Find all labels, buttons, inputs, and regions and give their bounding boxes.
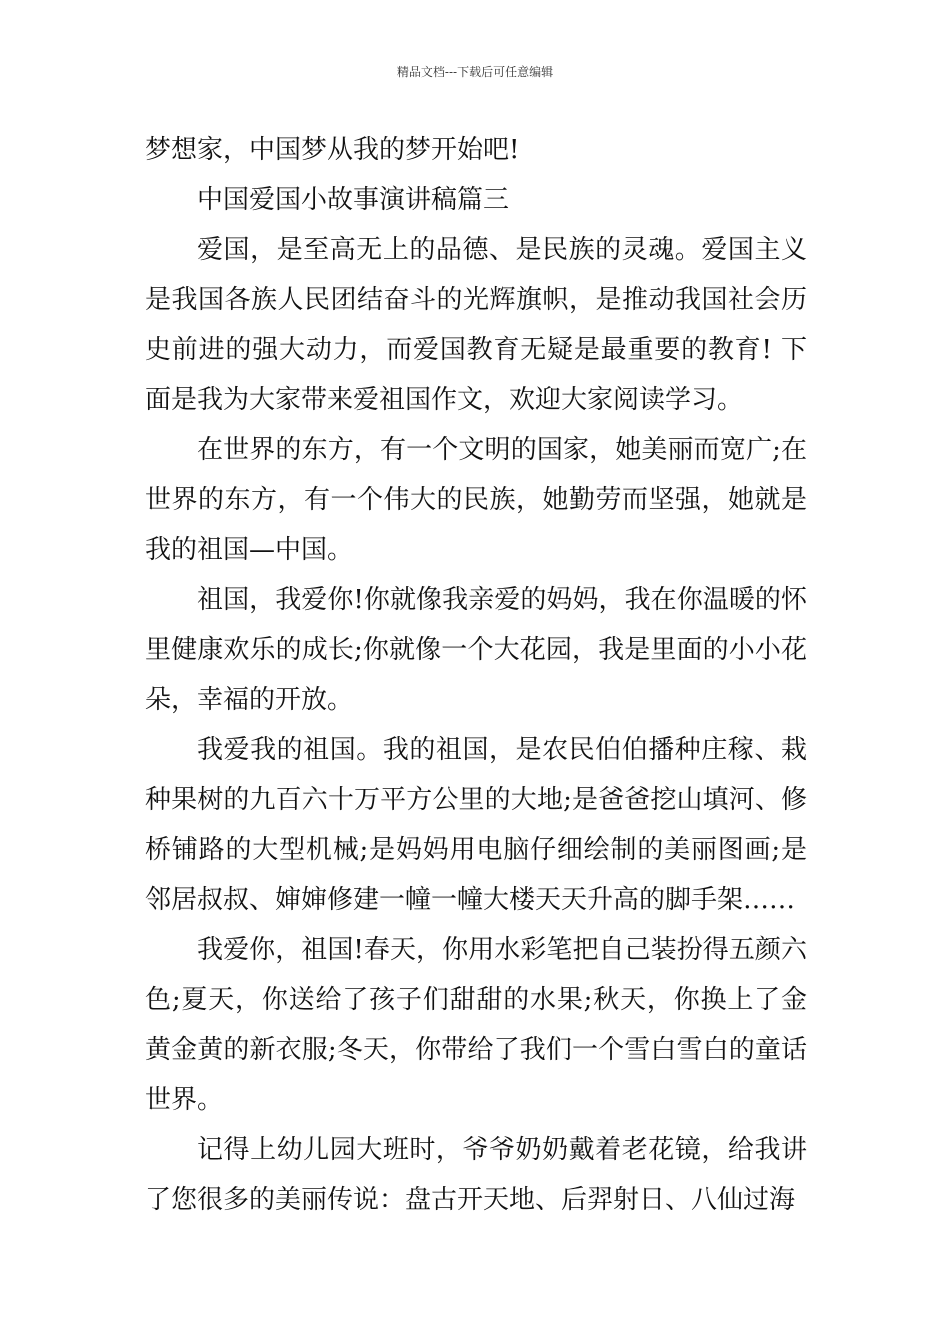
text-line: 我爱你，祖国!春天，你用水彩笔把自己装扮得五颜六: [197, 935, 807, 965]
text-line: 在世界的东方，有一个文明的国家，她美丽而宽广;在: [197, 435, 807, 465]
text-line: 桥铺路的大型机械;是妈妈用电脑仔细绘制的美丽图画;是: [145, 835, 807, 865]
text-line: 邻居叔叔、婶婶修建一幢一幢大楼天天升高的脚手架……: [145, 885, 796, 915]
text-line: 记得上幼儿园大班时，爷爷奶奶戴着老花镜，给我讲: [197, 1135, 807, 1165]
paragraph: [145, 1125, 807, 1225]
page-header: 精品文档---下载后可任意编辑: [396, 65, 554, 79]
text-line: 是我国各族人民团结奋斗的光辉旗帜，是推动我国社会历: [145, 285, 807, 315]
text-line: 爱国，是至高无上的品德、是民族的灵魂。爱国主义: [197, 235, 807, 265]
text-line: 黄金黄的新衣服;冬天，你带给了我们一个雪白雪白的童话: [145, 1035, 807, 1065]
paragraph: [145, 425, 807, 575]
paragraph: [145, 575, 807, 725]
paragraph: [145, 925, 807, 1125]
paragraph: [145, 175, 807, 225]
text-line: 梦想家，中国梦从我的梦开始吧!: [145, 135, 520, 165]
text-line: 色;夏天，你送给了孩子们甜甜的水果;秋天，你换上了金: [145, 985, 807, 1015]
text-line: 了您很多的美丽传说：盘古开天地、后羿射日、八仙过海: [145, 1185, 796, 1215]
text-line: 中国爱国小故事演讲稿篇三: [197, 185, 510, 215]
paragraph: [145, 225, 807, 425]
document-body: [145, 125, 807, 1225]
text-line: 朵，幸福的开放。: [145, 685, 354, 715]
text-line: 里健康欢乐的成长;你就像一个大花园，我是里面的小小花: [145, 635, 807, 665]
paragraph: [145, 725, 807, 925]
text-line: 种果树的九百六十万平方公里的大地;是爸爸挖山填河、修: [145, 785, 807, 815]
text-line: 我的祖国—中国。: [145, 535, 354, 565]
text-line: 我爱我的祖国。我的祖国，是农民伯伯播种庄稼、栽: [197, 735, 807, 765]
text-line: 面是我为大家带来爱祖国作文，欢迎大家阅读学习。: [145, 385, 744, 415]
text-line: 世界。: [145, 1085, 224, 1115]
text-line: 祖国，我爱你!你就像我亲爱的妈妈，我在你温暖的怀: [197, 585, 807, 615]
text-line: 世界的东方，有一个伟大的民族，她勤劳而坚强，她就是: [145, 485, 807, 515]
text-line: 史前进的强大动力，而爱国教育无疑是最重要的教育! 下: [145, 335, 807, 365]
paragraph: [145, 125, 807, 175]
